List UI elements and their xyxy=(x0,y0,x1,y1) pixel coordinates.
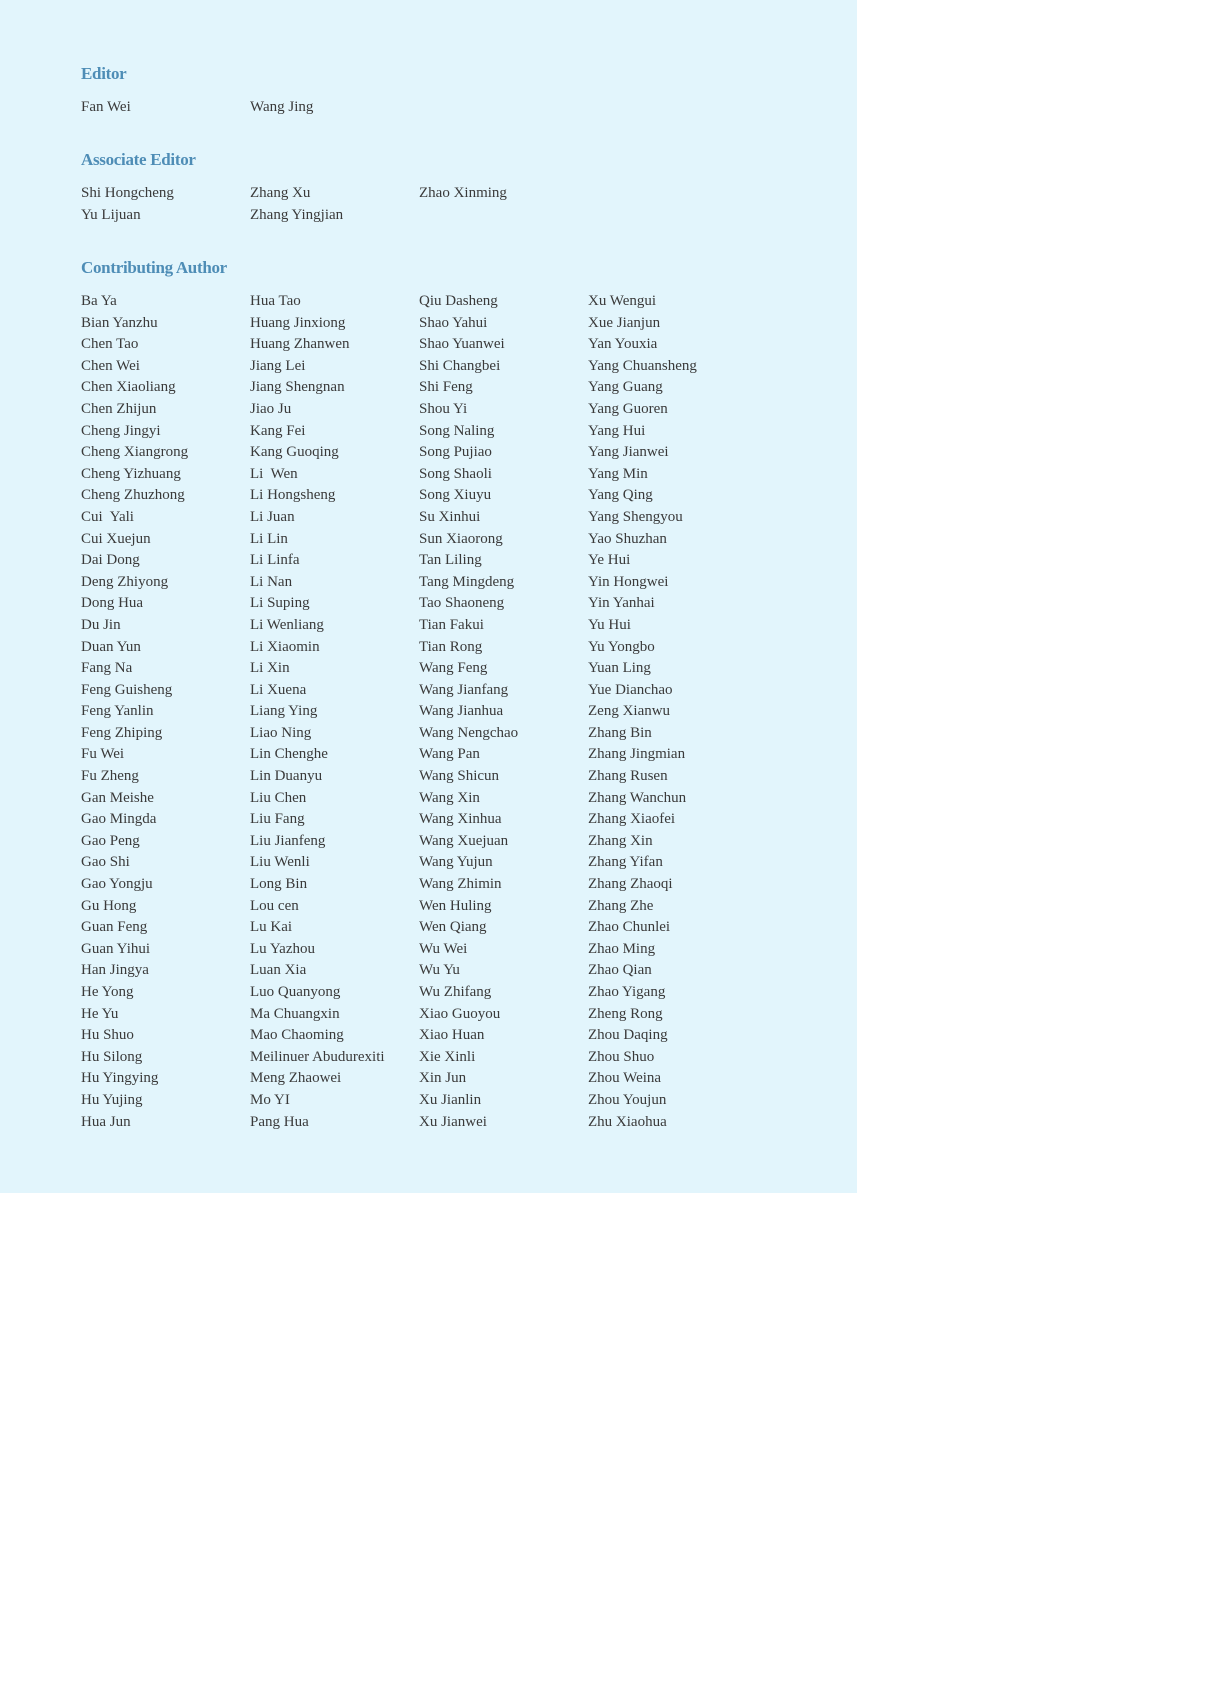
person-name: Tan Liling xyxy=(419,552,482,569)
empty-cell xyxy=(588,183,757,205)
person-name: Tao Shaoneng xyxy=(419,595,505,612)
person-name: Tian Rong xyxy=(419,638,483,655)
person-name: Zhang Yingjian xyxy=(250,206,344,223)
person-name: He Yu xyxy=(81,1005,119,1022)
person-name: Jiao Ju xyxy=(250,400,292,417)
associate-editor-section xyxy=(81,149,757,226)
person-name: Bian Yanzhu xyxy=(81,314,158,331)
person-name: Liu Chen xyxy=(250,789,307,806)
editor-heading: Editor xyxy=(81,64,127,83)
person-name: Zhang Zhaoqi xyxy=(588,876,673,893)
person-name: Xiao Guoyou xyxy=(419,1005,501,1022)
person-name: Fan Wei xyxy=(81,99,131,115)
person-name: Lin Duanyu xyxy=(250,768,323,785)
person-name: Liang Ying xyxy=(250,703,318,720)
person-name: Kang Guoqing xyxy=(250,444,339,461)
person-name: Li Hongsheng xyxy=(250,487,336,504)
person-name: Mao Chaoming xyxy=(250,1027,344,1044)
person-name: Cheng Yizhuang xyxy=(81,465,181,482)
person-name: Fang Na xyxy=(81,660,133,677)
person-name: Xu Jianlin xyxy=(419,1091,482,1108)
person-name: Zhou Shuo xyxy=(588,1048,655,1065)
person-name: Zhou Weina xyxy=(588,1070,662,1087)
person-name: Gao Shi xyxy=(81,854,130,871)
person-name: Ba Ya xyxy=(81,293,117,309)
person-name: Hu Yingying xyxy=(81,1070,159,1087)
person-name: Hu Shuo xyxy=(81,1027,134,1044)
person-name: Meng Zhaowei xyxy=(250,1070,342,1087)
person-name: Guan Feng xyxy=(81,919,148,936)
person-name: Zhang Yifan xyxy=(588,854,663,871)
person-name: Wang Xin xyxy=(419,789,480,806)
person-name: Li Xuena xyxy=(250,681,307,698)
person-name: Xie Xinli xyxy=(419,1048,476,1065)
person-name: Feng Yanlin xyxy=(81,703,154,720)
person-name: Zhao Yigang xyxy=(588,984,666,1000)
empty-cell xyxy=(588,205,757,227)
contributing-author-section xyxy=(81,257,757,1133)
person-name: Wang Jianfang xyxy=(419,681,509,698)
associate-editor-names-grid xyxy=(81,183,757,226)
person-name: Meilinuer Abudurexiti xyxy=(250,1048,385,1065)
person-name: Wen Huling xyxy=(419,897,492,914)
person-name: Liu Jianfeng xyxy=(250,832,326,849)
editor-names-grid xyxy=(81,97,757,119)
person-name: Wu Zhifang xyxy=(419,984,492,1000)
person-name: Wang Jing xyxy=(250,99,314,115)
person-name: Zhao Chunlei xyxy=(588,919,671,936)
person-name: Gao Mingda xyxy=(81,811,157,828)
person-name: Xu Jianwei xyxy=(419,1113,487,1130)
editor-section xyxy=(81,63,757,119)
person-name: Li Linfa xyxy=(250,552,300,569)
person-name: Song Naling xyxy=(419,422,495,439)
person-name: Chen Wei xyxy=(81,357,140,374)
contributing-author-heading: Contributing Author xyxy=(81,258,227,277)
person-name: Yang Guang xyxy=(588,379,663,396)
person-name: Shi Feng xyxy=(419,379,473,396)
person-name: Long Bin xyxy=(250,876,308,893)
person-name: Li Lin xyxy=(250,530,288,547)
person-name: Shi Hongcheng xyxy=(81,185,174,201)
person-name: Huang Zhanwen xyxy=(250,336,350,353)
person-name: Song Pujiao xyxy=(419,444,492,461)
person-name: Yang Qing xyxy=(588,487,653,504)
person-name: Zhang Xu xyxy=(250,185,311,201)
person-name: Xu Wengui xyxy=(588,293,657,309)
person-name: Yang Shengyou xyxy=(588,508,683,525)
person-name: Lu Yazhou xyxy=(250,940,316,957)
person-name: Li Wen xyxy=(250,465,298,482)
associate-editor-heading: Associate Editor xyxy=(81,150,196,169)
person-name: Yan Youxia xyxy=(588,336,658,353)
person-name: Song Shaoli xyxy=(419,465,492,482)
person-name: Liu Wenli xyxy=(250,854,310,871)
person-name: Chen Tao xyxy=(81,336,139,353)
person-name: Liu Fang xyxy=(250,811,305,828)
person-name: Gao Peng xyxy=(81,832,140,849)
person-name: Gu Hong xyxy=(81,897,137,914)
person-name: Wen Qiang xyxy=(419,919,487,936)
person-name: Cui Yali xyxy=(81,508,134,525)
person-name: Wang Zhimin xyxy=(419,876,502,893)
person-name: Guan Yihui xyxy=(81,940,151,957)
person-name: Yu Lijuan xyxy=(81,206,141,223)
person-name: Fu Wei xyxy=(81,746,125,763)
person-name: Li Juan xyxy=(250,508,295,525)
person-name: Luan Xia xyxy=(250,962,307,979)
person-name: Yu Yongbo xyxy=(588,638,655,655)
person-name: Zeng Xianwu xyxy=(588,703,671,720)
person-name: Zhang Wanchun xyxy=(588,789,687,806)
person-name: Huang Jinxiong xyxy=(250,314,346,331)
person-name: Wang Xinhua xyxy=(419,811,502,828)
person-name: Ma Chuangxin xyxy=(250,1005,340,1022)
person-name: Tian Fakui xyxy=(419,616,484,633)
person-name: Wang Jianhua xyxy=(419,703,504,720)
person-name: Hua Jun xyxy=(81,1113,131,1130)
person-name: Zhu Xiaohua xyxy=(588,1113,667,1130)
person-name: Zhou Youjun xyxy=(588,1091,667,1108)
person-name: Zhang Jingmian xyxy=(588,746,686,763)
person-name: Lin Chenghe xyxy=(250,746,328,763)
person-name: Wang Xuejuan xyxy=(419,832,509,849)
person-name: Sun Xiaorong xyxy=(419,530,503,547)
contributing-author-names-grid xyxy=(81,291,757,1133)
person-name: Yang Jianwei xyxy=(588,444,669,461)
person-name: Pang Hua xyxy=(250,1113,309,1130)
person-name: Feng Zhiping xyxy=(81,724,163,741)
person-name: Lu Kai xyxy=(250,919,293,936)
person-name: Shao Yahui xyxy=(419,314,488,331)
person-name: Chen Zhijun xyxy=(81,400,157,417)
person-name: Wu Wei xyxy=(419,940,468,957)
person-name: Yang Min xyxy=(588,465,648,482)
person-name: Wang Shicun xyxy=(419,768,500,785)
person-name: Li Wenliang xyxy=(250,616,324,633)
person-name: Duan Yun xyxy=(81,638,141,655)
person-name: Cheng Xiangrong xyxy=(81,444,189,461)
person-name: Feng Guisheng xyxy=(81,681,173,698)
person-name: Shou Yi xyxy=(419,400,468,417)
person-name: Ye Hui xyxy=(588,552,631,569)
person-name: Yin Hongwei xyxy=(588,573,669,590)
person-name: Li Xin xyxy=(250,660,290,677)
person-name: Zhang Xiaofei xyxy=(588,811,676,828)
person-name: Yao Shuzhan xyxy=(588,530,667,547)
person-name: Hu Silong xyxy=(81,1048,143,1065)
person-name: Zhao Qian xyxy=(588,962,652,979)
person-name: Li Xiaomin xyxy=(250,638,320,655)
person-name: Xiao Huan xyxy=(419,1027,485,1044)
person-name: Wang Nengchao xyxy=(419,724,519,741)
person-name: Zhang Rusen xyxy=(588,768,668,785)
person-name: Dai Dong xyxy=(81,552,140,569)
empty-cell xyxy=(588,97,757,119)
person-name: Deng Zhiyong xyxy=(81,573,169,590)
person-name: Hua Tao xyxy=(250,293,301,309)
person-name: Zhang Zhe xyxy=(588,897,654,914)
person-name: Du Jin xyxy=(81,616,121,633)
person-name: Chen Xiaoliang xyxy=(81,379,176,396)
person-name: Tang Mingdeng xyxy=(419,573,515,590)
person-name: Xin Jun xyxy=(419,1070,467,1087)
person-name: Wang Yujun xyxy=(419,854,493,871)
person-name: Zhou Daqing xyxy=(588,1027,668,1044)
person-name: Han Jingya xyxy=(81,962,149,979)
person-name: Yin Yanhai xyxy=(588,595,655,612)
person-name: Song Xiuyu xyxy=(419,487,492,504)
person-name: Luo Quanyong xyxy=(250,984,341,1000)
person-name: Shao Yuanwei xyxy=(419,336,505,353)
person-name: Shi Changbei xyxy=(419,357,501,374)
person-name: Gao Yongju xyxy=(81,876,153,893)
person-name: Yue Dianchao xyxy=(588,681,673,698)
person-name: Cheng Zhuzhong xyxy=(81,487,185,504)
person-name: Zhao Ming xyxy=(588,940,656,957)
person-name: Zhang Bin xyxy=(588,724,652,741)
person-name: Su Xinhui xyxy=(419,508,481,525)
person-name: Mo YI xyxy=(250,1091,290,1108)
credits-panel xyxy=(0,0,857,1193)
empty-cell xyxy=(419,205,588,227)
person-name: Yang Chuansheng xyxy=(588,357,697,374)
person-name: Wu Yu xyxy=(419,962,460,979)
person-name: Zheng Rong xyxy=(588,1005,663,1022)
person-name: Xue Jianjun xyxy=(588,314,661,331)
person-name: Li Suping xyxy=(250,595,310,612)
person-name: Yu Hui xyxy=(588,616,631,633)
person-name: He Yong xyxy=(81,984,134,1000)
empty-cell xyxy=(419,97,588,119)
person-name: Fu Zheng xyxy=(81,768,139,785)
person-name: Yang Guoren xyxy=(588,400,668,417)
person-name: Li Nan xyxy=(250,573,293,590)
person-name: Jiang Lei xyxy=(250,357,306,374)
person-name: Kang Fei xyxy=(250,422,306,439)
person-name: Wang Pan xyxy=(419,746,480,763)
person-name: Liao Ning xyxy=(250,724,312,741)
person-name: Yuan Ling xyxy=(588,660,651,677)
person-name: Gan Meishe xyxy=(81,789,154,806)
person-name: Zhao Xinming xyxy=(419,185,507,201)
person-name: Hu Yujing xyxy=(81,1091,143,1108)
person-name: Jiang Shengnan xyxy=(250,379,345,396)
person-name: Yang Hui xyxy=(588,422,646,439)
person-name: Zhang Xin xyxy=(588,832,653,849)
person-name: Qiu Dasheng xyxy=(419,293,498,309)
person-name: Cui Xuejun xyxy=(81,530,151,547)
person-name: Lou cen xyxy=(250,897,299,914)
person-name: Cheng Jingyi xyxy=(81,422,161,439)
person-name: Wang Feng xyxy=(419,660,488,677)
person-name: Dong Hua xyxy=(81,595,144,612)
